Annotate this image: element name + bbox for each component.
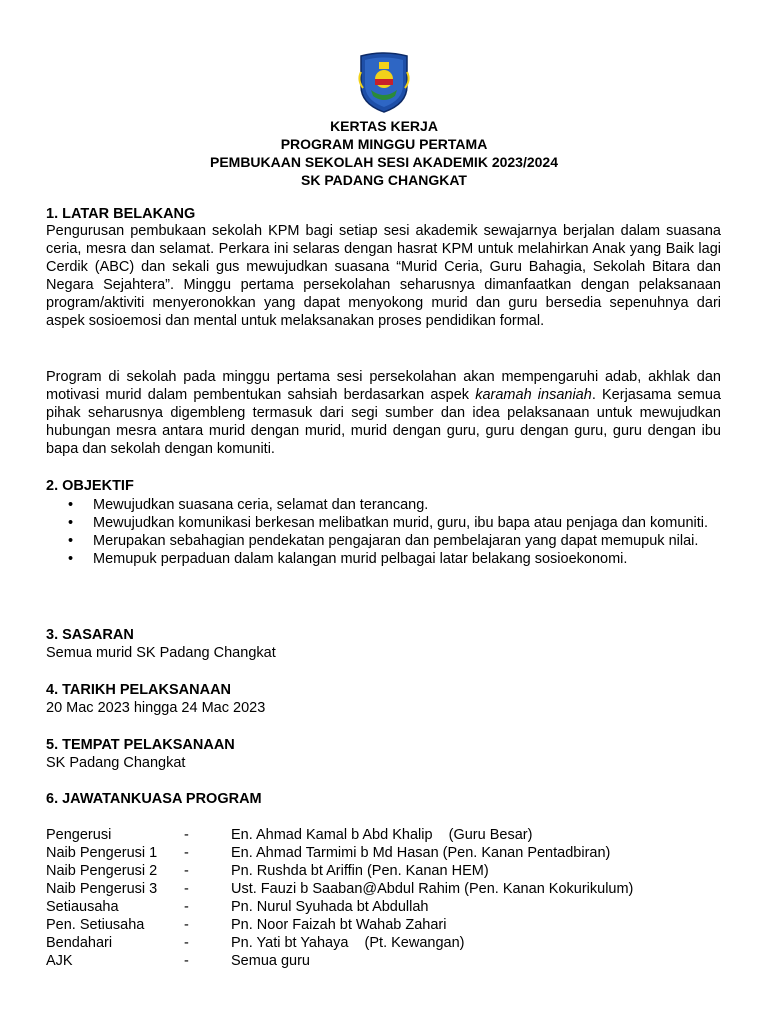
name-cell: Pn. Noor Faizah bt Wahab Zahari (231, 917, 447, 933)
bullet: • (68, 533, 74, 549)
dash-cell: - (184, 953, 189, 969)
table-row (46, 898, 633, 916)
name-cell: En. Ahmad Kamal b Abd Khalip (Guru Besar) (231, 827, 533, 843)
bullet: • (68, 497, 74, 513)
role-cell: AJK (46, 953, 73, 969)
name-cell: Ust. Fauzi b Saaban@Abdul Rahim (Pen. Kanan Kokurikulum) (231, 881, 634, 897)
list-item (46, 532, 721, 550)
section-5-heading: 5. TEMPAT PELAKSANAAN (46, 737, 235, 753)
section-5-text: SK Padang Changkat (46, 755, 186, 771)
title-line-1: KERTAS KERJA (330, 118, 438, 134)
section-1-paragraph-2 (46, 368, 721, 458)
section-6-heading: 6. JAWATANKUASA PROGRAM (46, 791, 262, 807)
title-line-3: PEMBUKAAN SEKOLAH SESI AKADEMIK 2023/2024 (209, 154, 558, 170)
para2-text-b: . Kerjasama semua pihak seharusnya digembleng termasuk dari segi sumber dan idea pelaksanaan untuk mewujudkan hubungan mesra antara murid dengan murid, murid dengan guru, guru dengan guru, guru dengan ibu bapa dan sekolah dengan komuniti. (46, 387, 721, 457)
role-cell: Bendahari (46, 935, 113, 951)
list-item (46, 514, 721, 532)
dash-cell: - (184, 935, 189, 951)
table-row (46, 862, 633, 880)
dash-cell: - (184, 845, 189, 861)
para2-text-a: Program di sekolah pada minggu pertama sesi persekolahan akan mempengaruhi adab, akhlak dan motivasi murid dalam pembentukan sahsiah berdasarkan aspek (46, 369, 721, 403)
section-1-heading: 1. LATAR BELAKANG (46, 206, 196, 222)
bullet: • (68, 551, 74, 567)
role-cell: Pengerusi (46, 827, 112, 843)
objective-text: Merupakan sebahagian pendekatan pengajaran dan pembelajaran yang dapat memupuk nilai. (93, 533, 699, 549)
document-title (0, 117, 768, 189)
table-row (46, 880, 633, 898)
section-3-text: Semua murid SK Padang Changkat (46, 645, 276, 661)
committee-table (46, 826, 633, 970)
section-3-heading: 3. SASARAN (46, 627, 134, 643)
role-cell: Naib Pengerusi 3 (46, 881, 158, 897)
list-item (46, 496, 721, 514)
section-1-paragraph-1: Pengurusan pembukaan sekolah KPM bagi setiap sesi akademik sewajarnya berjalan dalam suasana ceria, mesra dan selamat. Perkara ini selaras dengan hasrat KPM untuk melahirkan Anak yang Baik lagi Cerdik (ABC) dan sekali gus mewujudkan suasana “Murid Ceria, Guru Bahagia, Sekolah Bitara dan Negara Sejahtera”. Minggu pertama persekolahan seharusnya dimanfaatkan dengan pelaksanaan program/aktiviti menyeronokkan yang dapat menyokong murid dan guru bersedia sepenuhnya dari aspek sosioemosi dan mental untuk melaksanakan proses pendidikan formal. (46, 223, 721, 329)
role-cell: Setiausaha (46, 899, 119, 915)
section-2-heading: 2. OBJEKTIF (46, 478, 134, 494)
role-cell: Pen. Setiusaha (46, 917, 145, 933)
table-row (46, 916, 633, 934)
name-cell: Pn. Yati bt Yahaya (Pt. Kewangan) (231, 935, 465, 951)
role-cell: Naib Pengerusi 1 (46, 845, 158, 861)
dash-cell: - (184, 863, 189, 879)
table-row (46, 952, 633, 970)
role-cell: Naib Pengerusi 2 (46, 863, 158, 879)
list-item (46, 550, 721, 568)
dash-cell: - (184, 899, 189, 915)
section-4-heading: 4. TARIKH PELAKSANAAN (46, 682, 232, 698)
name-cell: Pn. Rushda bt Ariffin (Pen. Kanan HEM) (231, 863, 489, 879)
school-crest-icon (355, 52, 413, 114)
para2-italic: karamah insaniah (475, 387, 592, 403)
title-line-4: SK PADANG CHANGKAT (301, 172, 467, 188)
bullet: • (68, 515, 74, 531)
table-row (46, 934, 633, 952)
name-cell: Pn. Nurul Syuhada bt Abdullah (231, 899, 429, 915)
name-cell: Semua guru (231, 953, 310, 969)
dash-cell: - (184, 917, 189, 933)
title-line-2: PROGRAM MINGGU PERTAMA (280, 136, 488, 152)
objective-text: Memupuk perpaduan dalam kalangan murid pelbagai latar belakang sosioekonomi. (93, 551, 628, 567)
section-4-text: 20 Mac 2023 hingga 24 Mac 2023 (46, 700, 266, 716)
objective-list (46, 496, 721, 568)
objective-text: Mewujudkan suasana ceria, selamat dan terancang. (93, 497, 429, 513)
name-cell: En. Ahmad Tarmimi b Md Hasan (Pen. Kanan Pentadbiran) (231, 845, 611, 861)
objective-text: Mewujudkan komunikasi berkesan melibatkan murid, guru, ibu bapa atau penjaga dan komuniti. (93, 515, 709, 531)
table-row (46, 844, 633, 862)
table-row (46, 826, 633, 844)
dash-cell: - (184, 827, 189, 843)
dash-cell: - (184, 881, 189, 897)
